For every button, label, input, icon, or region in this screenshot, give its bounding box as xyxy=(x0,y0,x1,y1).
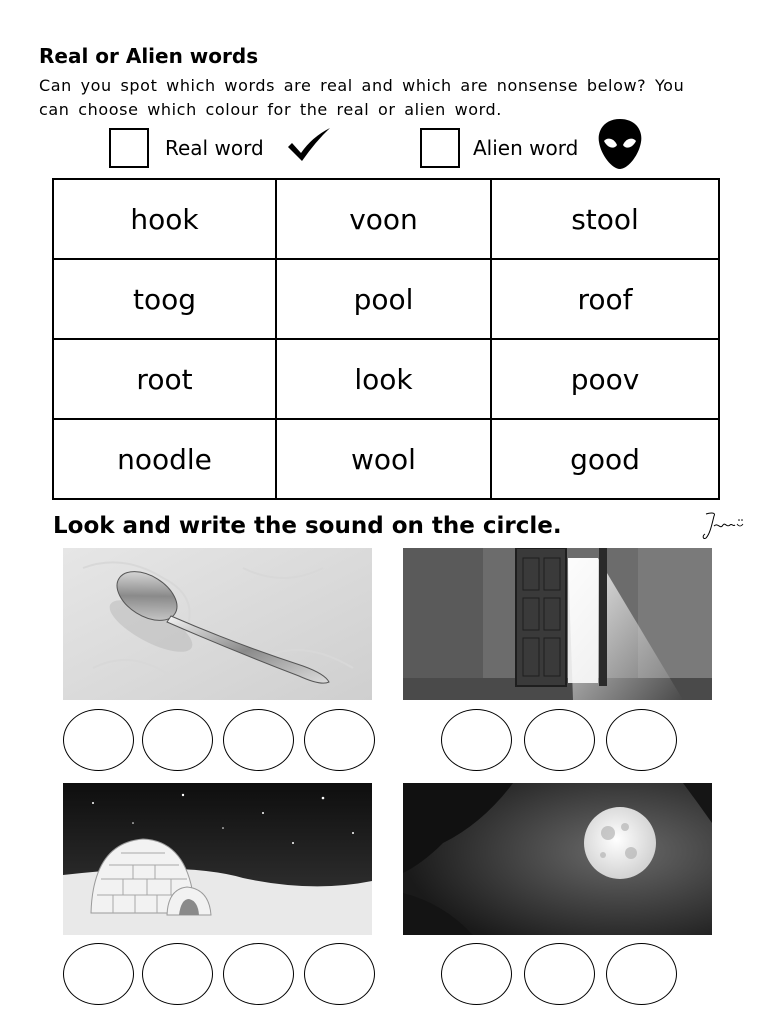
word-grid-row xyxy=(53,259,719,339)
word-cell[interactable]: noodle xyxy=(53,419,276,499)
sound-circle[interactable] xyxy=(606,943,677,1005)
sound-circle[interactable] xyxy=(63,943,134,1005)
word-cell[interactable]: pool xyxy=(276,259,491,339)
real-word-checkbox[interactable] xyxy=(109,128,149,168)
word-cell[interactable]: look xyxy=(276,339,491,419)
author-signature xyxy=(700,508,744,542)
sound-circle[interactable] xyxy=(223,709,294,771)
alien-head-icon xyxy=(596,117,644,171)
real-word-label: Real word xyxy=(165,136,264,160)
sound-circle[interactable] xyxy=(524,943,595,1005)
door-picture xyxy=(403,548,712,700)
sound-circle[interactable] xyxy=(524,709,595,771)
sound-circle[interactable] xyxy=(441,943,512,1005)
word-grid-row xyxy=(53,339,719,419)
sound-circle[interactable] xyxy=(142,709,213,771)
word-grid xyxy=(52,178,720,500)
word-grid-row xyxy=(53,179,719,259)
word-cell[interactable]: voon xyxy=(276,179,491,259)
worksheet-title: Real or Alien words xyxy=(39,44,259,68)
word-cell[interactable]: stool xyxy=(491,179,719,259)
word-cell[interactable]: poov xyxy=(491,339,719,419)
sound-circle[interactable] xyxy=(142,943,213,1005)
sound-circle[interactable] xyxy=(223,943,294,1005)
word-cell[interactable]: good xyxy=(491,419,719,499)
moon-picture xyxy=(403,783,712,935)
word-grid-row xyxy=(53,419,719,499)
word-cell[interactable]: wool xyxy=(276,419,491,499)
word-cell[interactable]: root xyxy=(53,339,276,419)
alien-word-checkbox[interactable] xyxy=(420,128,460,168)
checkmark-icon xyxy=(286,127,332,163)
word-cell[interactable]: roof xyxy=(491,259,719,339)
sound-circle[interactable] xyxy=(63,709,134,771)
word-cell[interactable]: hook xyxy=(53,179,276,259)
word-cell[interactable]: toog xyxy=(53,259,276,339)
section-subtitle: Look and write the sound on the circle. xyxy=(53,513,562,539)
instructions-text: Can you spot which words are real and which are nonsense below? You can choose which colour for the real or alien word. xyxy=(39,76,685,119)
igloo-picture xyxy=(63,783,372,935)
alien-word-label: Alien word xyxy=(473,136,579,160)
sound-circle[interactable] xyxy=(441,709,512,771)
sound-circle[interactable] xyxy=(304,943,375,1005)
sound-circle[interactable] xyxy=(606,709,677,771)
spoon-picture xyxy=(63,548,372,700)
sound-circle[interactable] xyxy=(304,709,375,771)
